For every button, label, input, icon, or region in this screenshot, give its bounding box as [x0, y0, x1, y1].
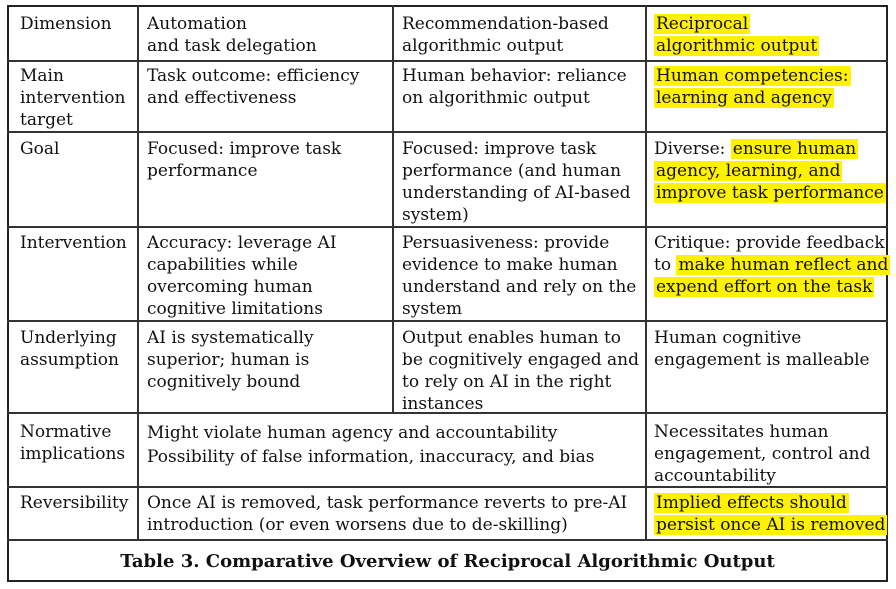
row-dimension-label: Intervention — [20, 233, 127, 253]
row-dimension-label: Reversibility — [20, 493, 129, 513]
column-rule — [392, 5, 394, 412]
recommendation-cell: Focused: improve task performance (and human understanding of AI-based system) — [402, 139, 631, 225]
table-caption: Table 3. Comparative Overview of Reciprocal Algorithmic Output — [120, 550, 775, 572]
automation-cell: AI is systematically superior; human is cognitively bound — [147, 328, 314, 392]
merged-cell: Might violate human agency and accountability Possibility of false information, inaccuracy, and bias — [147, 423, 595, 467]
reciprocal-cell: Human cognitive engagement is malleable — [654, 328, 870, 370]
automation-cell: Accuracy: leverage AI capabilities while overcoming human cognitive limitations — [147, 233, 337, 319]
merged-cell: Once AI is removed, task performance reverts to pre-AI introduction (or even worsens due to de-skilling) — [147, 493, 628, 535]
reciprocal-cell: Necessitates human engagement, control and accountability — [654, 422, 871, 486]
row-rule — [7, 226, 888, 228]
row-dimension-label: Normative implications — [20, 422, 126, 464]
row-dimension-label: Goal — [20, 139, 60, 159]
automation-cell: Focused: improve task performance — [147, 139, 342, 181]
recommendation-cell: Human behavior: reliance on algorithmic output — [402, 66, 627, 108]
row-rule — [7, 60, 888, 62]
reciprocal-cell: Diverse: ensure human agency, learning, and improve task performance — [654, 139, 884, 203]
column-rule — [137, 5, 139, 540]
row-rule — [7, 320, 888, 322]
header-dimension: Dimension — [20, 14, 112, 34]
row-rule — [7, 131, 888, 133]
header-reciprocal: Reciprocal algorithmic output — [656, 14, 818, 56]
header-recommendation: Recommendation-based algorithmic output — [402, 14, 609, 56]
recommendation-cell: Output enables human to be cognitively engaged and to rely on AI in the right instances — [402, 328, 639, 414]
row-dimension-label: Main intervention target — [20, 66, 126, 130]
row-dimension-label: Underlying assumption — [20, 328, 119, 370]
reciprocal-cell: Critique: provide feedback to make human reflect and expend effort on the task — [654, 233, 889, 297]
column-rule — [645, 5, 647, 540]
reciprocal-cell: Implied effects should persist once AI is removed — [656, 493, 886, 535]
recommendation-cell: Persuasiveness: provide evidence to make human understand and rely on the system — [402, 233, 637, 319]
reciprocal-cell: Human competencies: learning and agency — [656, 66, 849, 108]
header-automation: Automation and task delegation — [147, 14, 317, 56]
automation-cell: Task outcome: efficiency and effectiveness — [147, 66, 360, 108]
